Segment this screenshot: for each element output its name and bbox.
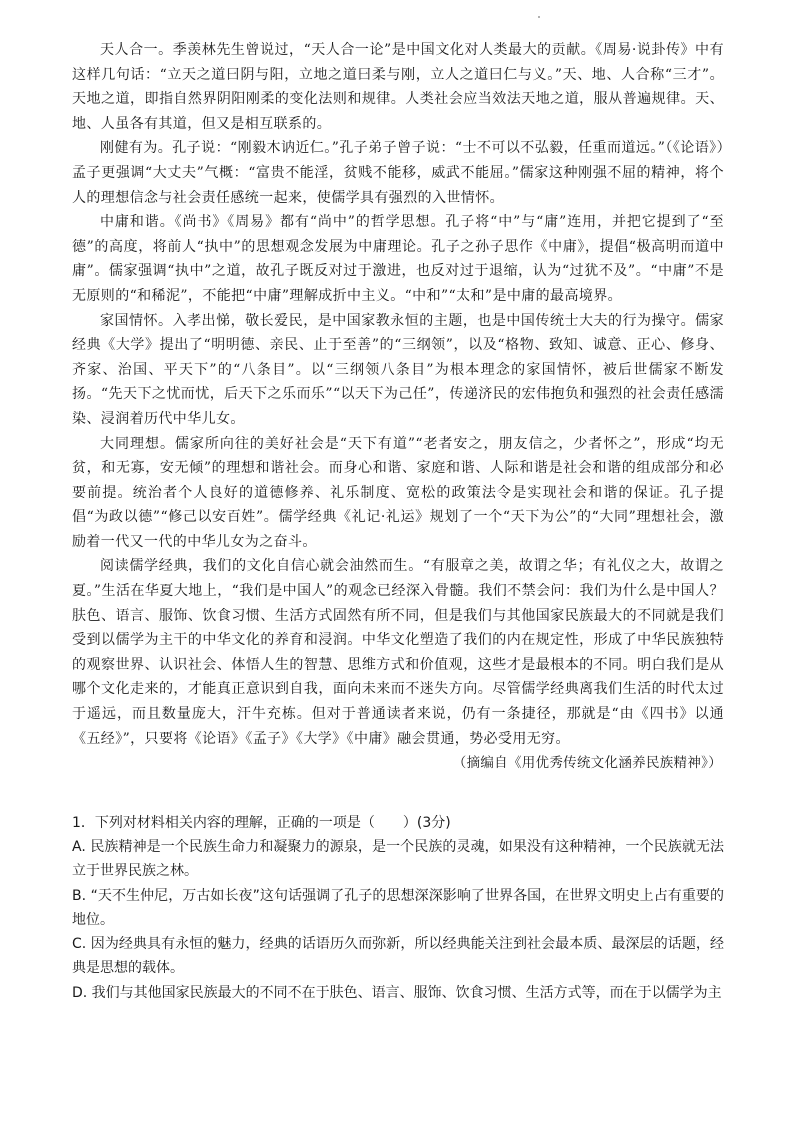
reading-passage [72,38,724,775]
question-1 [72,812,724,1005]
paragraph-gangjianyouwei: 刚健有为。孔子说：“刚毅木讷近仁。”孔子弟子曾子说：“士不可以不弘毅，任重而道远。”（《论语》）孟子更强调“大丈夫”气概：“富贵不能淫，贫贱不能移，威武不能屈。”儒家这种刚强不屈的精神，将个人的理想信念与社会责任感统一起来，使儒学具有强烈的入世情怀。 [72,140,724,206]
question-stem: 1．下列对材料相关内容的理解，正确的一项是（ ）(3分) [72,815,451,831]
paragraph-wenhuazixin: 阅读儒学经典，我们的文化自信心就会油然而生。“有服章之美，故谓之华；有礼仪之大，故谓之夏。”生活在华夏大地上，“我们是中国人”的观念已经深入骨髓。我们不禁会问：我们为什么是中国人？肤色、语言、服饰、饮食习惯、生活方式固然有所不同，但是我们与其他国家民族最大的不同就是我们受到以儒学为主干的中华文化的养育和浸润。中华文化塑造了我们的内在规定性，形成了中华民族独特的观察世界、认识社会、体悟人生的智慧、思维方式和价值观，这些才是最根本的不同。明白我们是从哪个文化走来的，才能真正意识到自我，面向未来而不迷失方向。尽管儒学经典离我们生活的时代太过于遥远，而且数量庞大，汗牛充栋。但对于普通读者来说，仍有一条捷径，那就是“由《四书》以通《五经》”，只要将《论语》《孟子》《大学》《中庸》融会贯通，势必受用无穷。 [72,558,724,747]
option-d[interactable]: D. 我们与其他国家民族最大的不同不在于肤色、语言、服饰、饮食习惯、生活方式等，而在于以儒学为主 [72,984,722,1001]
paragraph-datonglixiang: 大同理想。儒家所向往的美好社会是“天下有道”“老者安之，朋友信之，少者怀之”，形成“均无贫，和无寡，安无倾”的理想和谐社会。而身心和谐、家庭和谐、人际和谐是社会和谐的组成部分和必要前提。统治者个人良好的道德修养、礼乐制度、宽松的政策法令是实现社会和谐的保证。孔子提倡“为政以德”“修己以安百姓”。儒学经典《礼记·礼运》规划了一个“天下为公”的“大同”理想社会，激励着一代又一代的中华儿女为之奋斗。 [72,435,724,550]
scan-dot [538,16,540,18]
option-b[interactable]: B. “天不生仲尼，万古如长夜”这句话强调了孔子的思想深深影响了世界各国，在世界文明史上占有重要的地位。 [72,887,724,928]
paragraph-jiaguoqinghuai: 家国情怀。入孝出悌，敬长爱民，是中国家教永恒的主题，也是中国传统士大夫的行为操守。儒家经典《大学》提出了“明明德、亲民、止于至善”的“三纲领”，以及“格物、致知、诚意、正心、修身、齐家、治国、平天下”的“八条目”。以“三纲领八条目”为根本理念的家国情怀，被后世儒家不断发扬。“先天下之忧而忧，后天下之乐而乐”“以天下为己任”，传递济民的宏伟抱负和强烈的社会责任感濡染、浸润着历代中华儿女。 [72,312,724,427]
option-a[interactable]: A. 民族精神是一个民族生命力和凝聚力的源泉，是一个民族的灵魂，如果没有这种精神，一个民族就无法立于世界民族之林。 [72,839,724,880]
paragraph-zhongyonghexie: 中庸和谐。《尚书》《周易》都有“尚中”的哲学思想。孔子将“中”与“庸”连用，并把它提到了“至德”的高度，将前人“执中”的思想观念发展为中庸理论。孔子之孙子思作《中庸》，提倡“极高明而道中庸”。儒家强调“执中”之道，故孔子既反对过于激进，也反对过于退缩，认为“过犹不及”。“中庸”不是无原则的“和稀泥”，不能把“中庸”理解成折中主义。“中和”“太和”是中庸的最高境界。 [72,214,724,304]
source-citation: （摘编自《用优秀传统文化涵养民族精神》） [452,755,722,772]
paragraph-tianrenheyi: 天人合一。季羡林先生曾说过，“天人合一论”是中国文化对人类最大的贡献。《周易·说卦传》中有这样几句话：“立天之道曰阴与阳，立地之道曰柔与刚，立人之道曰仁与义。”天、地、人合称“三才”。天地之道，即指自然界阴阳刚柔的变化法则和规律。人类社会应当效法天地之道，服从普遍规律。天、地、人虽各有其道，但又是相互联系的。 [72,42,724,132]
option-c[interactable]: C. 因为经典具有永恒的魅力，经典的话语历久而弥新，所以经典能关注到社会最本质、最深层的话题，经典是思想的载体。 [72,936,724,977]
